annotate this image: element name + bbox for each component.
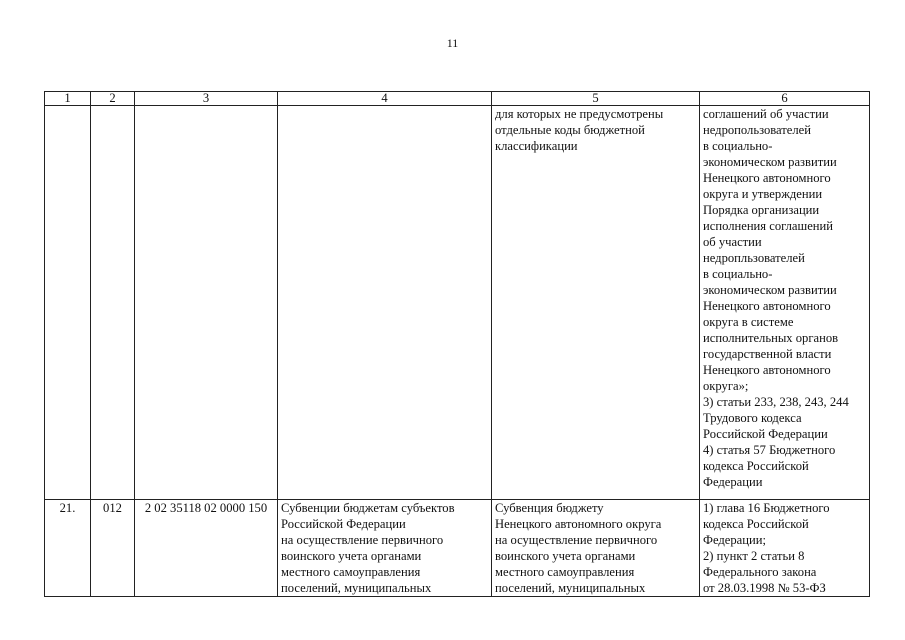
row-number-cell: 21. xyxy=(45,500,91,597)
revenue-name-cell xyxy=(278,106,492,500)
kbk-cell: 2 02 35118 02 0000 150 xyxy=(135,500,278,597)
column-header-6: 6 xyxy=(700,92,870,106)
legal-basis-cell: соглашений об участии недропользователей в социально- экономическом развитии Ненецкого автономного округа и утверждении Порядка организации исполнения соглашений об участии недропльзователей в социально- экономическом развитии Ненецкого автономного округа в системе исполнительных органов государственной власти Ненецкого автономного округа»; 3) статьи 233, 238, 243, 244 Трудового кодекса Российской Федерации 4) статья 57 Бюджетного кодекса Российской Федерации xyxy=(700,106,870,500)
description-cell: Субвенция бюджету Ненецкого автономного округа на осуществление первичного воинского учета органами местного самоуправления поселений, муниципальных xyxy=(492,500,700,597)
admin-code-cell xyxy=(91,106,135,500)
table-header-row xyxy=(45,92,870,106)
legal-basis-cell: 1) глава 16 Бюджетного кодекса Российской Федерации; 2) пункт 2 статьи 8 Федерального закона от 28.03.1998 № 53-ФЗ xyxy=(700,500,870,597)
column-header-1: 1 xyxy=(45,92,91,106)
column-header-3: 3 xyxy=(135,92,278,106)
kbk-cell xyxy=(135,106,278,500)
description-cell: для которых не предусмотрены отдельные коды бюджетной классификации xyxy=(492,106,700,500)
page-number: 11 xyxy=(446,36,459,50)
column-header-4: 4 xyxy=(278,92,492,106)
row-number-cell xyxy=(45,106,91,500)
table-row-continuation xyxy=(45,106,870,500)
revenue-name-cell: Субвенции бюджетам субъектов Российской Федерации на осуществление первичного воинского учета органами местного самоуправления поселений, муниципальных xyxy=(278,500,492,597)
budget-classification-table xyxy=(44,91,870,597)
admin-code-cell: 012 xyxy=(91,500,135,597)
column-header-5: 5 xyxy=(492,92,700,106)
table-row-21 xyxy=(45,500,870,597)
column-header-2: 2 xyxy=(91,92,135,106)
